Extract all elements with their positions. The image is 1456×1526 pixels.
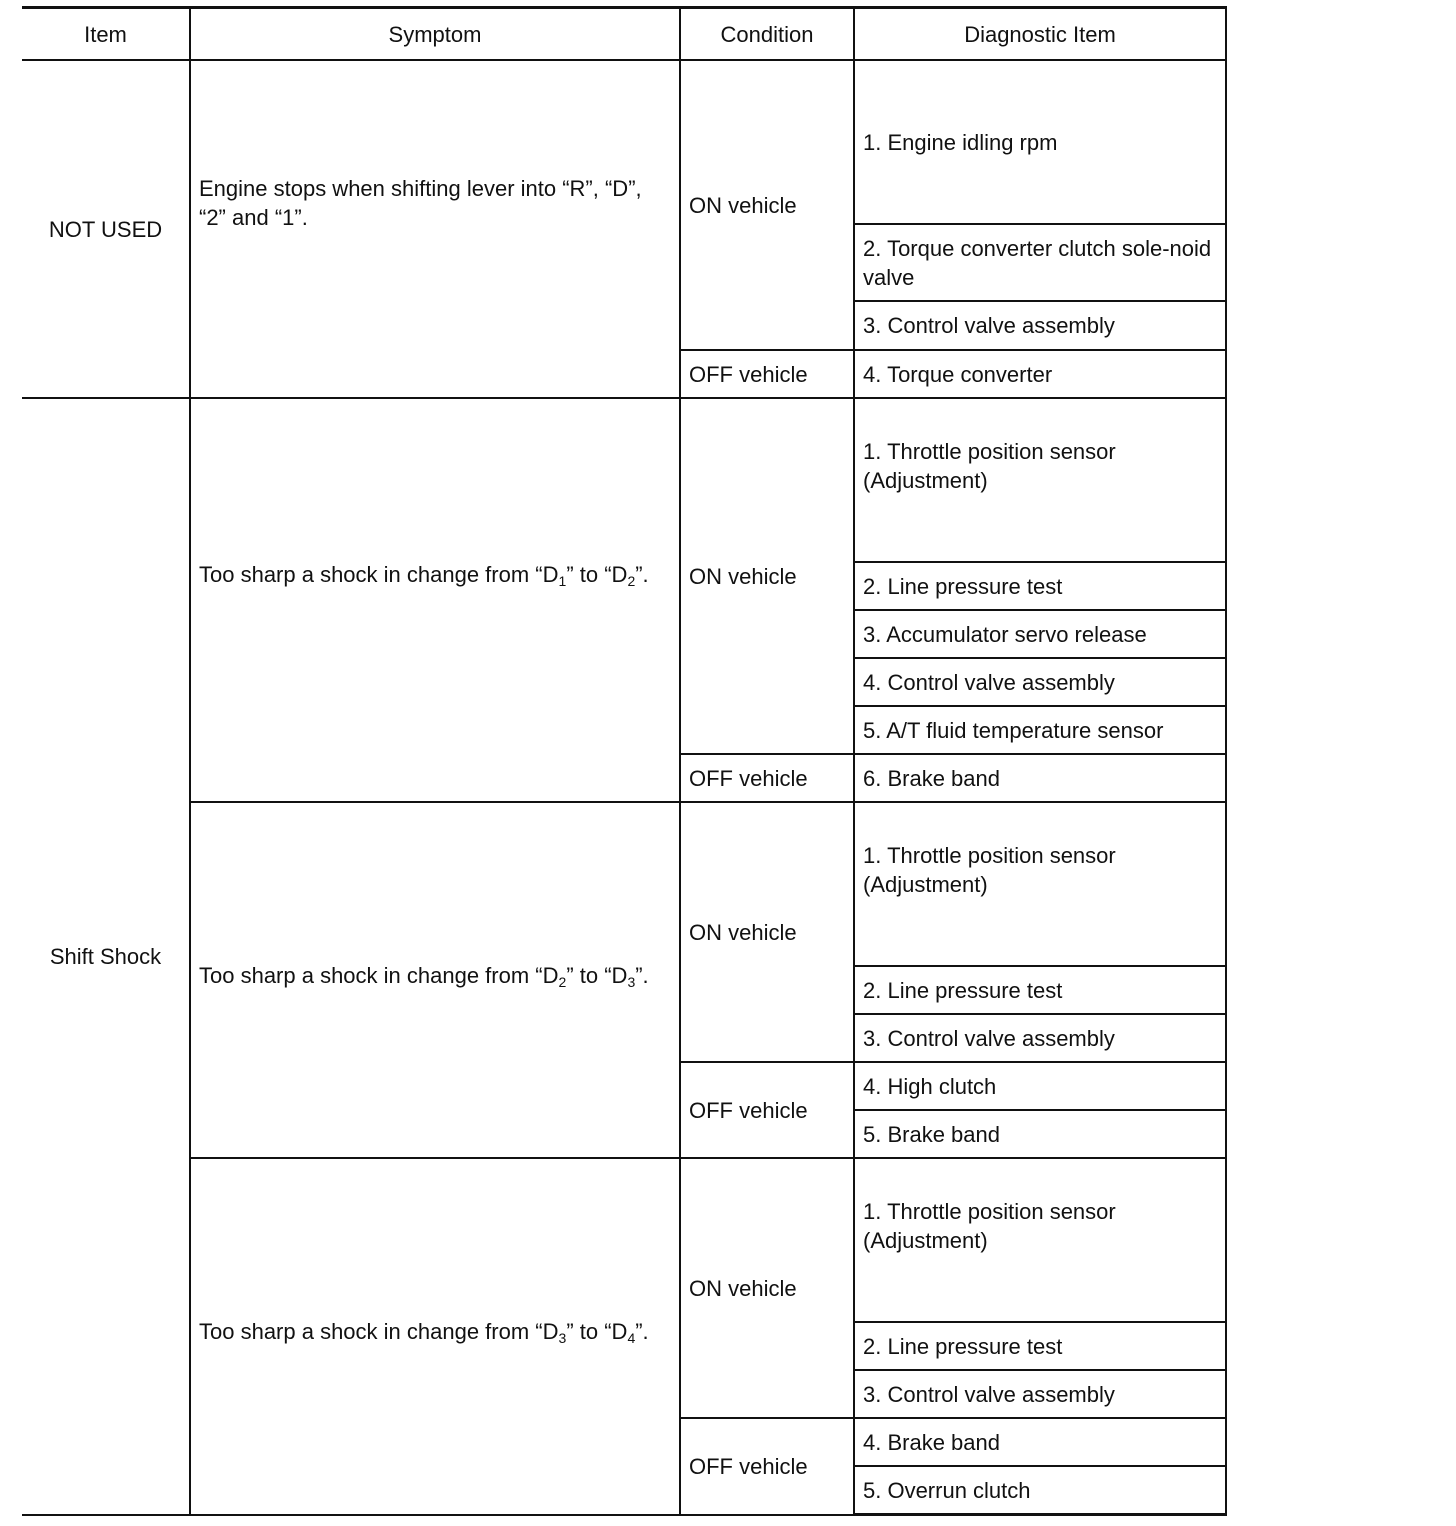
condition-off-vehicle: OFF vehicle	[680, 1418, 854, 1515]
diagnostic-item: 2. Torque converter clutch sole-noid valve	[854, 224, 1226, 301]
condition-off-vehicle: OFF vehicle	[680, 1062, 854, 1158]
diagnostic-item: 2. Line pressure test	[854, 966, 1226, 1014]
diagnostic-item: 5. A/T fluid temperature sensor	[854, 706, 1226, 754]
symptom-d1-d2	[190, 398, 680, 802]
symptom-text-part: ”.	[635, 1318, 649, 1344]
diagnostic-item: 2. Line pressure test	[854, 1322, 1226, 1370]
symptom-text-part: Too sharp a shock in change from “D	[199, 1318, 559, 1344]
diagnostic-table-page	[22, 6, 1226, 1516]
subscript: 3	[558, 1329, 567, 1346]
symptom-text-part: ” to “D	[566, 561, 628, 587]
diagnostic-item: 4. Control valve assembly	[854, 658, 1226, 706]
diagnostic-item: 6. Brake band	[854, 754, 1226, 802]
header-diagnostic-item: Diagnostic Item	[854, 8, 1226, 61]
diagnostic-item: 5. Brake band	[854, 1110, 1226, 1158]
symptom-text	[199, 961, 671, 990]
diagnostic-item: 3. Control valve assembly	[854, 301, 1226, 350]
subscript: 4	[627, 1329, 636, 1346]
symptom-engine-stops	[190, 60, 680, 398]
diagnostic-item: 4. High clutch	[854, 1062, 1226, 1110]
symptom-text	[199, 1317, 671, 1346]
condition-off-vehicle: OFF vehicle	[680, 350, 854, 398]
symptom-text-part: ” to “D	[566, 1318, 628, 1344]
diagnostic-item	[854, 802, 1226, 966]
diagnostic-item: 3. Control valve assembly	[854, 1014, 1226, 1062]
item-shift-shock: Shift Shock	[22, 398, 190, 1515]
subscript: 2	[627, 572, 636, 589]
table-row	[22, 802, 1226, 966]
header-item: Item	[22, 8, 190, 61]
header-condition: Condition	[680, 8, 854, 61]
condition-on-vehicle: ON vehicle	[680, 398, 854, 754]
diagnostic-item: 4. Torque converter	[854, 350, 1226, 398]
symptom-text-part: Too sharp a shock in change from “D	[199, 962, 559, 988]
diagnostic-text: 1. Throttle position sensor (Adjustment)	[863, 1199, 1116, 1253]
diagnostic-item: 4. Brake band	[854, 1418, 1226, 1466]
subscript: 2	[558, 973, 567, 990]
symptom-d3-d4	[190, 1158, 680, 1515]
diagnostic-item: 5. Overrun clutch	[854, 1466, 1226, 1515]
table-row	[22, 60, 1226, 224]
subscript: 1	[558, 572, 567, 589]
symptom-d2-d3	[190, 802, 680, 1158]
symptom-text-part: ”.	[635, 962, 649, 988]
condition-on-vehicle: ON vehicle	[680, 60, 854, 350]
diagnostic-text: 1. Throttle position sensor (Adjustment)	[863, 843, 1116, 897]
subscript: 3	[627, 973, 636, 990]
symptom-text	[199, 560, 671, 589]
condition-on-vehicle: ON vehicle	[680, 802, 854, 1062]
condition-off-vehicle: OFF vehicle	[680, 754, 854, 802]
diagnostic-item: 3. Accumulator servo release	[854, 610, 1226, 658]
diagnostic-item: 2. Line pressure test	[854, 562, 1226, 610]
table-row	[22, 1158, 1226, 1322]
symptom-text-part: ” to “D	[566, 962, 628, 988]
diagnostic-table	[22, 6, 1227, 1516]
header-symptom: Symptom	[190, 8, 680, 61]
diagnostic-item: 1. Engine idling rpm	[854, 60, 1226, 224]
symptom-text: Engine stops when shifting lever into “R”, “D”, “2” and “1”.	[199, 176, 642, 230]
diagnostic-item	[854, 398, 1226, 562]
diagnostic-item: 3. Control valve assembly	[854, 1370, 1226, 1418]
diagnostic-text: 1. Throttle position sensor (Adjustment)	[863, 439, 1116, 493]
table-row	[22, 398, 1226, 562]
diagnostic-item	[854, 1158, 1226, 1322]
header-row	[22, 8, 1226, 61]
symptom-text-part: Too sharp a shock in change from “D	[199, 561, 559, 587]
condition-on-vehicle: ON vehicle	[680, 1158, 854, 1418]
item-not-used: NOT USED	[22, 60, 190, 398]
symptom-text-part: ”.	[635, 561, 649, 587]
